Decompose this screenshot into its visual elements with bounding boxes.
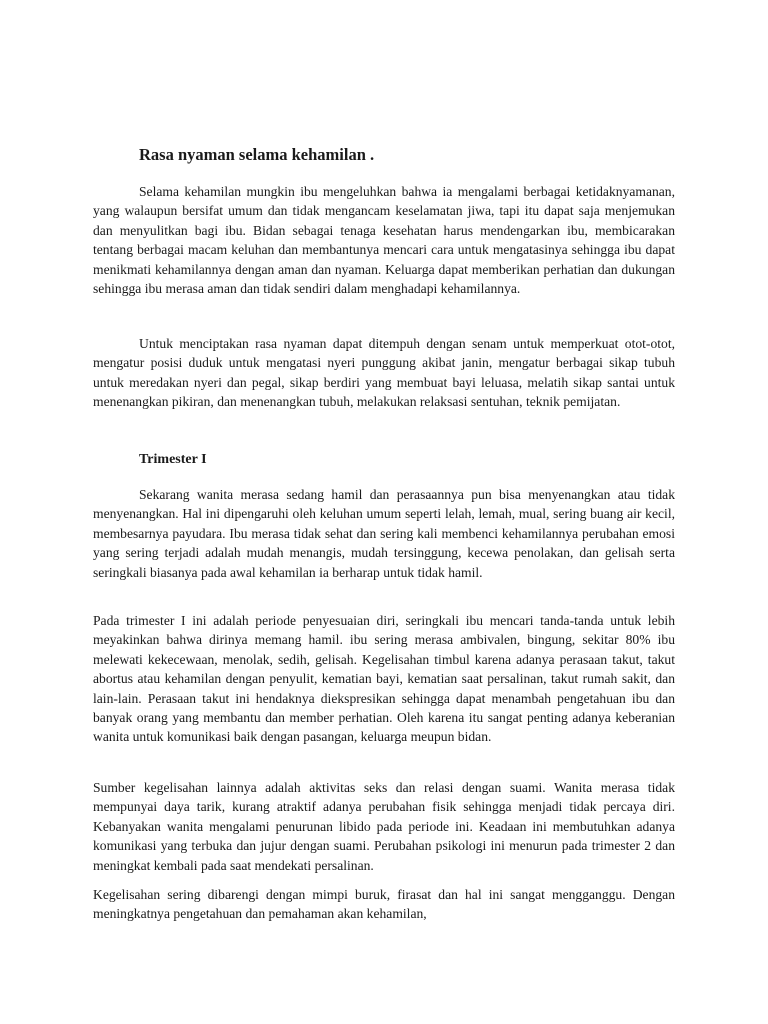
- paragraph-mimpi-buruk: Kegelisahan sering dibarengi dengan mimpi buruk, firasat dan hal ini sangat mengganggu. Dengan meningkatnya pengetahuan dan pemahaman akan kehamilan,: [93, 887, 675, 922]
- paragraph-sekarang-wanita: Sekarang wanita merasa sedang hamil dan perasaannya pun bisa menyenangkan atau tidak menyenangkan. Hal ini dipengaruhi oleh keluhan umum seperti lelah, lemah, mual, sering buang air kecil, membesarnya payudara. Ibu merasa tidak sehat dan sering kali membenci kehamilannya perubahan emosi yang sering terjadi adalah mudah menangis, mudah tersinggung, kecewa penolakan, dan gelisah serta seringkali biasanya pada awal kehamilan ia berharap untuk tidak hamil.: [93, 487, 675, 580]
- document-page: [93, 0, 675, 1024]
- section-heading-trimester-1: Trimester I: [139, 452, 207, 467]
- paragraph-menciptakan-rasa-nyaman: Untuk menciptakan rasa nyaman dapat ditempuh dengan senam untuk memperkuat otot-otot, mengatur posisi duduk untuk mengatasi nyeri punggung akibat janin, mengatur berbagai sikap tubuh untuk meredakan nyeri dan pegal, sikap berdiri yang membuat bayi leluasa, melatih sikap santai untuk menenangkan pikiran, dan menenangkan tubuh, melakukan relaksasi sentuhan, teknik pemijatan.: [93, 336, 675, 410]
- page-title: Rasa nyaman selama kehamilan .: [139, 145, 375, 164]
- paragraph-periode-penyesuaian: Pada trimester I ini adalah periode penyesuaian diri, seringkali ibu mencari tanda-tanda untuk lebih meyakinkan bahwa dirinya memang hamil. ibu sering merasa ambivalen, bingung, sekitar 80% ibu melewati kekecewaan, menolak, sedih, gelisah. Kegelisahan timbul karena adanya perasaan takut, takut abortus atau kehamilan dengan penyulit, kematian bayi, kematian saat persalinan, takut rumah sakit, dan lain-lain. Perasaan takut ini hendaknya diekspresikan sehingga dapat menambah pengetahuan ibu dan banyak orang yang membantu dan member perhatian. Oleh karena itu sangat penting adanya keberanian wanita untuk komunikasi baik dengan pasangan, keluarga meupun bidan.: [93, 613, 675, 745]
- paragraph-sumber-kegelisahan: Sumber kegelisahan lainnya adalah aktivitas seks dan relasi dengan suami. Wanita merasa tidak mempunyai daya tarik, kurang atraktif adanya perubahan fisik sehingga menjadi tidak percaya diri. Kebanyakan wanita mengalami penurunan libido pada periode ini. Keadaan ini membutuhkan adanya komunikasi yang terbuka dan jujur dengan suami. Perubahan psikologi ini menurun pada trimester 2 dan meningkat kembali pada saat mendekati persalinan.: [93, 780, 675, 873]
- paragraph-selama-kehamilan: Selama kehamilan mungkin ibu mengeluhkan bahwa ia mengalami berbagai ketidaknyamanan, yang walaupun bersifat umum dan tidak mengancam keselamatan jiwa, tapi itu dapat saja menjemukan dan menyulitkan bagi ibu. Bidan sebagai tenaga kesehatan harus mendengarkan ibu, membicarakan tentang berbagai macam keluhan dan membantunya mencari cara untuk mengatasinya sehingga ibu dapat menikmati kehamilannya dengan aman dan nyaman. Keluarga dapat memberikan perhatian dan dukungan sehingga ibu merasa aman dan tidak sendiri dalam menghadapi kehamilannya.: [93, 184, 675, 297]
